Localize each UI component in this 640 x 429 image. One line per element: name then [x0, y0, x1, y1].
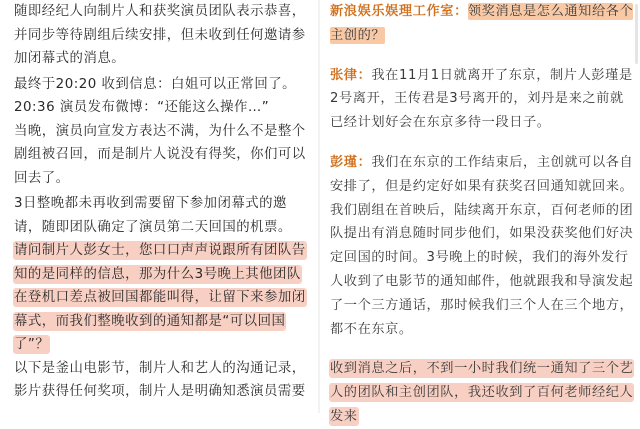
- highlighted-question: 领奖消息是怎么通知给各个主创的？: [330, 4, 634, 43]
- speaker-zhang-lv: 张律：: [330, 67, 372, 83]
- paragraph-busan-records: 以下是釜山电影节，制片人和艺人的沟通记录，影片获得任何奖项，制片人是明确知悉演员需要: [14, 360, 306, 399]
- interview-question: [330, 0, 634, 48]
- highlighted-question-text: 请问制片人彭女士，您口口声声说跟所有团队告知的是同样的信息，那为什么3号晚上其他团队在登机口差点被回国都能叫得，让留下来参加闭幕式，而我们整晚收到的通知都是“可以回国了”？: [14, 243, 306, 352]
- answer-zhang-lv: [330, 64, 634, 135]
- highlighted-notification-text: 收到消息之后，不到一小时我们统一通知了三个艺人的团队和主创团队，我还收到了百何老师经纪人发来: [330, 361, 634, 424]
- paragraph-dissatisfaction: 当晚，演员向宣发方表达不满，为什么不是整个剧组被召回，而是制片人说没有得奖，你们可以回去了。: [14, 123, 306, 186]
- spacer: [330, 341, 634, 357]
- answer-zhang-lv-text: 我在11月1日就离开了东京，制片人彭瑾是2号离开，王传君是3号离开的，刘丹是来之前就已经计划好会在东京多待一段日子。: [330, 67, 633, 131]
- paragraph-flight-decision: 3日整晚都未再收到需要留下参加闭幕式的邀请，随即团队确定了演员第二天回国的机票。: [14, 196, 292, 235]
- answer-peng-jin-continued: [330, 357, 634, 428]
- speaker-peng-jin: 彭瑾：: [330, 154, 372, 170]
- paragraph-2020-message: 最终于20:20 收到信息：白姐可以正常回了。: [14, 76, 296, 92]
- right-interview-panel: [318, 0, 640, 424]
- answer-peng-jin: [330, 151, 634, 341]
- spacer: [330, 135, 634, 151]
- paragraph-question-to-producer: [14, 239, 314, 357]
- paragraph-congratulations: 随即经纪人向制片人和获奖演员团队表示恭喜，并同步等待剧组后续安排，但未收到任何邀请参加闭幕式的消息。: [14, 4, 306, 66]
- studio-label: 新浪娱乐娱理工作室：: [330, 4, 468, 19]
- left-article-panel: [0, 0, 318, 413]
- spacer: [330, 48, 634, 64]
- paragraph-2036-weibo: 20:36 演员发布微博：“还能这么操作…”: [14, 100, 270, 115]
- answer-peng-jin-text: 我们在东京的工作结束后，主创就可以各自安排了，但是约定好如果有获奖召回通知就回来。我们剧组在首映后，陆续离开东京，百何老师的团队提出有消息随时同步他们，如果没获奖他们好决定回国的时间。3号晚上的时候，我们的海外发行人收到了电影节的通知邮件，他就跟我和导演发起了一个三方通话，那时候我们三个人在三个地方，都不在东京。: [330, 154, 634, 337]
- scrollbar[interactable]: [635, 4, 638, 64]
